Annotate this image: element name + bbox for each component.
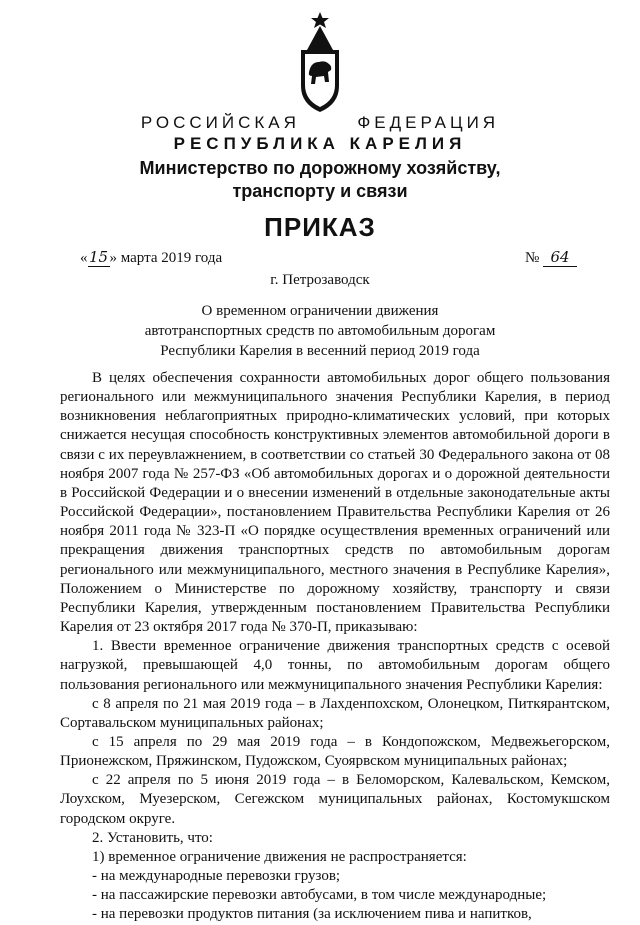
city-name: г. Петрозаводск [270,272,370,288]
body-list-item: - на пассажирские перевозки автобусами, в том числе международные; [92,887,547,904]
subject-line: Республики Карелия в весенний период 2019 года [160,343,480,359]
body-paragraph-period-3: с 22 апреля по 5 июня 2019 года – в Беломорском, Калевальском, Кемском, Лоухском, Муезерском, Сегежском муниципальных районах, Костомукшском городском округе. [60,772,610,827]
ministry-name-line1: Министерство по дорожному хозяйству, [139,158,501,178]
body-list-item: - на перевозки продуктов питания (за исключением пива и напитков, [92,906,532,923]
body-list-item: - на международные перевозки грузов; [92,868,341,885]
subject-line: автотранспортных средств по автомобильным дорогам [144,323,496,339]
body-paragraph-subitem-1: 1) временное ограничение движения не распространяется: [92,848,467,865]
date-open-quote: « [80,250,88,266]
karelia-coat-of-arms-emblem [295,10,345,114]
document-subject [0,301,640,361]
date-close-quote: » [109,250,117,266]
document-type-title: ПРИКАЗ [264,212,376,242]
header-republic: РЕСПУБЛИКА КАРЕЛИЯ [173,134,467,153]
header-russian-federation [0,113,640,133]
header-word-russian: РОССИЙСКАЯ [140,113,300,132]
number-handwritten: 64 [543,248,577,267]
body-paragraph-preamble: В целях обеспечения сохранности автомобильных дорог общего пользования регионального или межмуниципального значения Республики Карелия, в период возникновения неблагоприятных природно-климатических условий, при которых снижается несущая способность конструктивных элементов автомобильной дороги в связи с их переувлажнением, в соответствии со статьей 30 Федерального закона от 08 ноября 2007 года № 257-ФЗ «Об автомобильных дорогах и о дорожной деятельности в Российской Федерации и о внесении изменений в отдельные законодательные акты Российской Федерации», постановлением Правительства Республики Карелия от 26 ноября 2011 года № 323-П «О порядке осуществления временных ограничений или прекращения движения транспортных средств по автомобильным дорогам регионального или межмуниципального, местного значения в Республике Карелия», Положением о Министерстве по дорожному хозяйству, транспорту и связи Республики Карелия, утвержденным постановлением Правительства Республики Карелия от 23 октября 2017 года № 370-П, приказываю: [60,370,610,636]
document-body [60,369,610,925]
date-month-year: марта 2019 года [117,250,223,266]
ministry-name-line2: транспорту и связи [232,181,408,201]
date-day-handwritten: 15 [88,248,109,266]
body-paragraph-item-2: 2. Установить, что: [92,829,213,846]
document-date [80,248,222,267]
body-paragraph-period-2: с 15 апреля по 29 мая 2019 года – в Кондопожском, Медвежьегорском, Прионежском, Пряжинском, Пудожском, Суоярвском муниципальных районах; [60,733,610,770]
body-paragraph-period-1: с 8 апреля по 21 мая 2019 года – в Лахденпохском, Олонецком, Питкярантском, Сортавальском муниципальных районах; [60,695,610,731]
document-number [525,248,577,267]
header-word-federation: ФЕДЕРАЦИЯ [357,113,500,132]
subject-line: О временном ограничении движения [201,303,439,319]
number-label: № [525,250,540,266]
body-paragraph-item-1: 1. Ввести временное ограничение движения транспортных средств с осевой нагрузкой, превышающей 4,0 тонны, по автомобильным дорогам общего пользования регионального или межмуниципального значения Республики Карелия: [60,638,610,693]
